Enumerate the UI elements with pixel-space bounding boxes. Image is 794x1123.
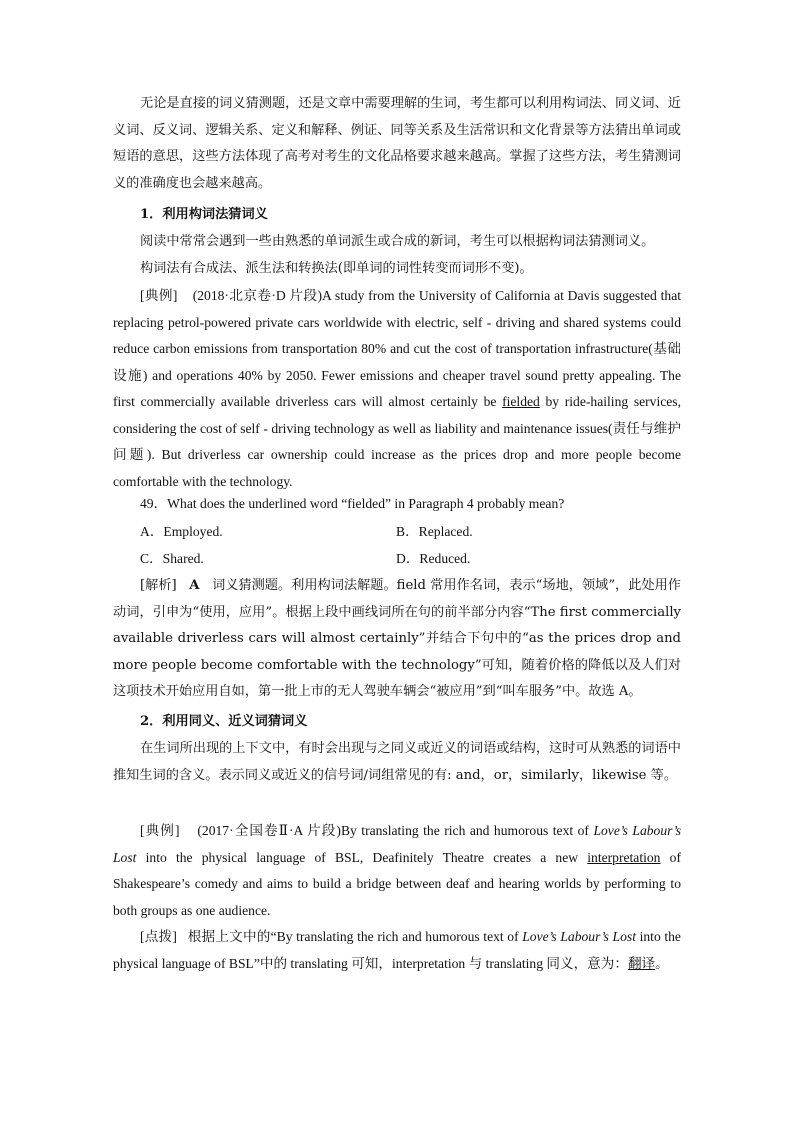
tip-text-3: 。 (655, 955, 669, 971)
option-b: B．Replaced. (396, 524, 473, 539)
play-title: Love’s Labour’s Lost (113, 823, 682, 865)
example-source: (2018·北京卷·D 片段) (192, 288, 323, 303)
example-source: (2017·全国卷Ⅱ·A 片段) (197, 823, 341, 838)
section-1-heading: 1．利用构词法猜词义 (140, 207, 268, 222)
tip-text-1: 根据上文中的“By translating the rich and humorous text of (187, 929, 523, 944)
underlined-word-interpretation: interpretation (587, 849, 661, 865)
example-text-after: by ride-hailing services, considering the cost of self - driving technology as well as liability and maintenance issues(责任与维护问题). But driverless car ownership could increase as the prices drop and more people become comfortable with the technology. (113, 394, 681, 489)
example-text-2: into the physical language of BSL, Deafinitely Theatre creates a new (136, 849, 588, 865)
analysis-paragraph (113, 573, 681, 706)
section-2-paragraph-1: 在生词所出现的上下文中，有时会出现与之同义或近义的词语或结构，这时可从熟悉的词语中推知生词的含义。表示同义或近义的信号词/词组常见的有: and，or，similarly，likewise 等。 (113, 741, 681, 783)
tip-play-title: Love’s Labour’s Lost (522, 929, 636, 944)
option-c: C．Shared. (140, 550, 204, 566)
question-49: 49．What does the underlined word “fielded” in Paragraph 4 probably mean? (140, 496, 565, 511)
option-a: A．Employed. (140, 524, 223, 539)
options-row-2 (140, 546, 680, 573)
tip-paragraph (113, 924, 681, 977)
option-d: D．Reduced. (396, 550, 471, 566)
section-1-paragraph-2: 构词法有合成法、派生法和转换法(即单词的词性转变而词形不变)。 (140, 261, 533, 276)
example-2 (113, 818, 681, 924)
analysis-text: 词义猜测题。利用构词法解题。field 常用作名词，表示“场地，领域”，此处用作动词，引申为“使用，应用”。根据上段中画线词所在句的前半部分内容“The first commercially available driverless cars will almost certainly”并结合下句中的“as the prices drop and more people become comfortable with the technology”可知，随着价格的降低以及人们对这项技术开始应用自如，第一批上市的无人驾驶车辆会“被应用”到“叫车服务”中。故选 A。 (113, 578, 681, 699)
tip-text-2: into the physical language of BSL”中的 translating 可知，interpretation 与 translating 同义，意为： (113, 929, 681, 971)
answer-options (140, 519, 680, 572)
example-1 (113, 283, 681, 495)
section-1-paragraph-1: 阅读中常常会遇到一些由熟悉的单词派生或合成的新词，考生可以根据构词法猜测词义。 (140, 234, 655, 249)
options-row-1 (140, 519, 680, 546)
intro-paragraph: 无论是直接的词义猜测题，还是文章中需要理解的生词，考生都可以利用构词法、同义词、近义词、反义词、逻辑关系、定义和解释、例证、同等关系及生活常识和文化背景等方法猜出单词或短语的意思，这些方法体现了高考对考生的文化品格要求越来越高。掌握了这些方法，考生猜测词义的准确度也会越来越高。 (113, 96, 681, 191)
analysis-answer: A (189, 578, 200, 593)
example-label: [典例] (140, 288, 178, 303)
example-text-1: By translating the rich and humorous text of (340, 823, 594, 838)
example-text-before: A study from the University of California at Davis suggested that replacing petrol-powered private cars worldwide with electric, self - driving and shared systems could reduce carbon emissions from transportation 80% and cut the cost of transportation infrastructure(基础设施) and operations 40% by 2050. Fewer emissions and cheaper travel sound pretty appealing. The first commercially available driverless cars will almost certainly be (113, 288, 682, 409)
example-label: [典例] (140, 823, 180, 838)
section-2-heading: 2．利用同义、近义词猜词义 (140, 714, 308, 729)
analysis-label: [解析] (140, 578, 177, 593)
underlined-word-fielded: fielded (502, 394, 540, 409)
tip-answer: 翻译 (627, 955, 656, 971)
tip-label: [点拨] (140, 929, 177, 944)
example-text-3: of Shakespeare’s comedy and aims to build a bridge between deaf and hearing worlds by performing to both groups as one audience. (113, 849, 681, 918)
